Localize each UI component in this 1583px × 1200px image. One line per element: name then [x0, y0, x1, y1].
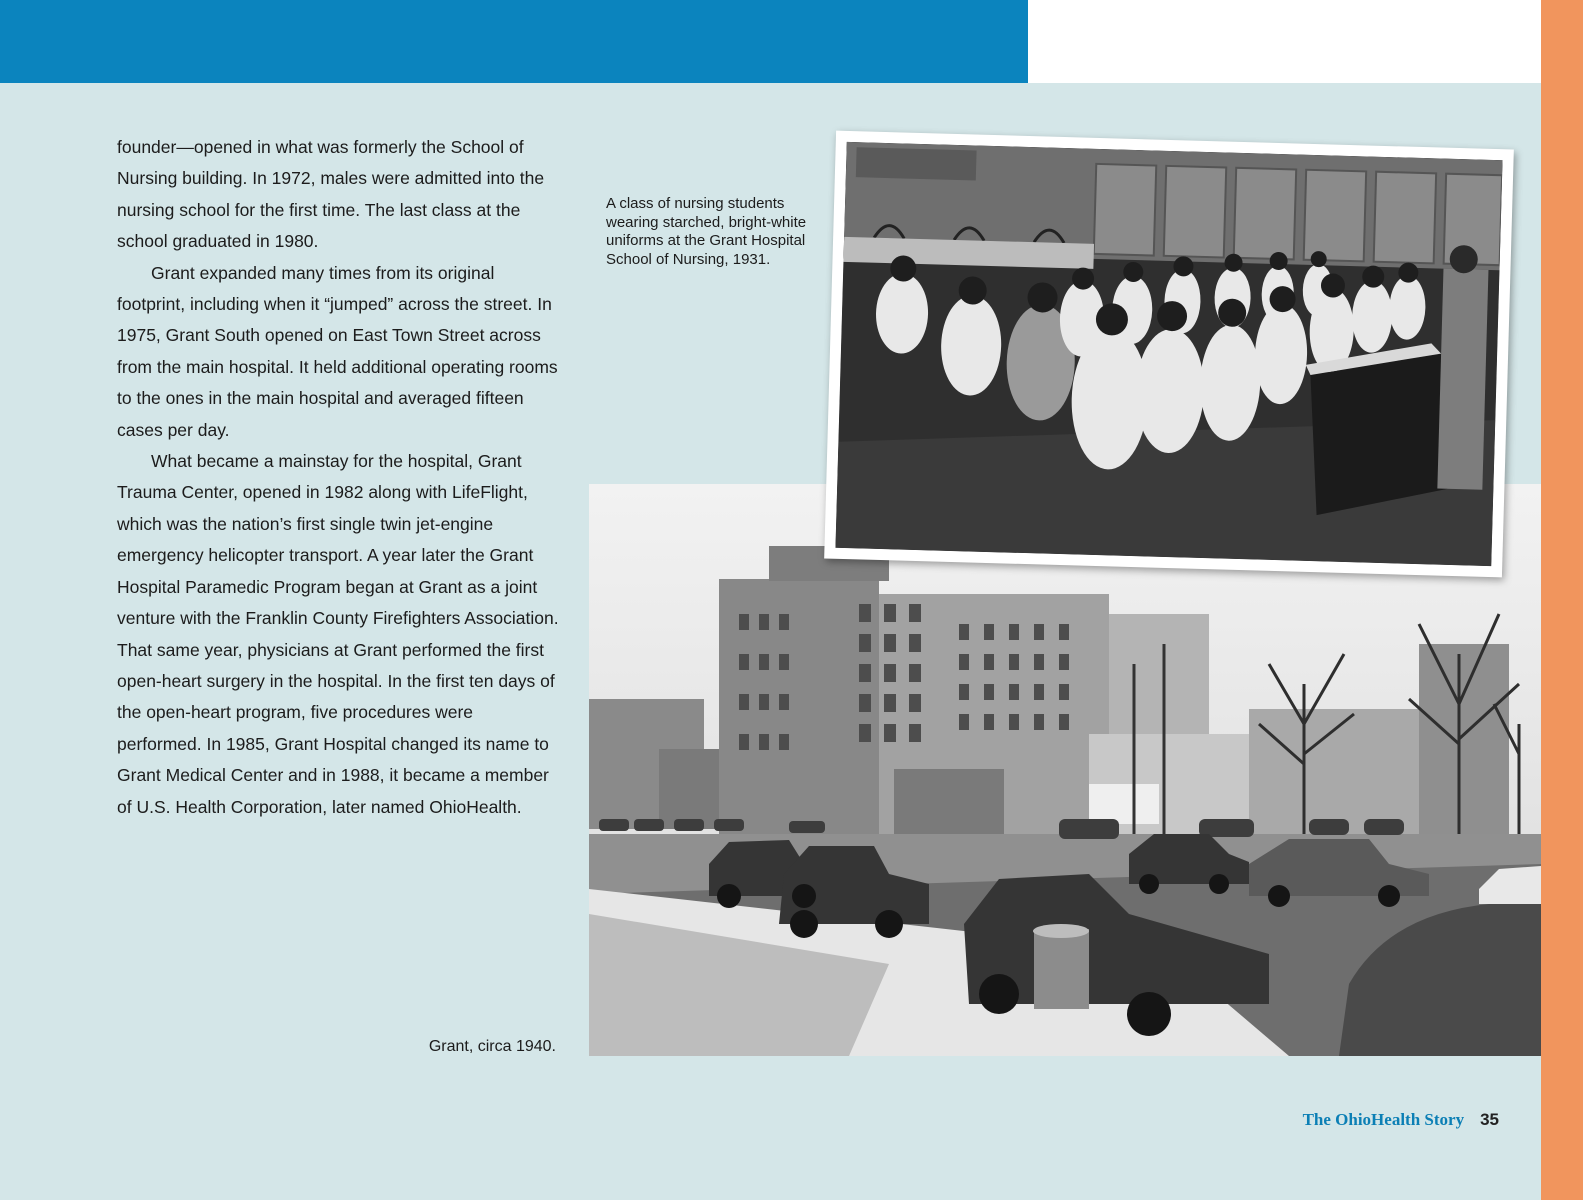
body-paragraph-1: founder—opened in what was formerly the School of Nursing building. In 1972, males were admitted into the nursing school for the first time. The last class at the school graduated in 1980.	[117, 137, 545, 252]
body-text	[117, 132, 562, 823]
nursing-class-photo-image	[835, 142, 1502, 566]
header-white-band	[1028, 0, 1541, 83]
nursing-class-photo	[824, 131, 1514, 578]
page-number: 35	[1480, 1110, 1499, 1129]
page-footer	[1303, 1110, 1499, 1130]
header-blue-band	[0, 0, 1028, 83]
footer-book-title: The OhioHealth Story	[1302, 1110, 1465, 1129]
nursing-photo-caption: A class of nursing students wearing starched, bright-white uniforms at the Grant Hospital School of Nursing, 1931.	[606, 195, 807, 268]
body-paragraph-2: Grant expanded many times from its original footprint, including when it “jumped” across the street. In 1975, Grant South opened on East Town Street across from the main hospital. It held additional operating rooms to the ones in the main hospital and averaged fifteen cases per day.	[117, 262, 558, 440]
street-photo-caption: Grant, circa 1940.	[428, 1038, 556, 1055]
body-paragraph-3: What became a mainstay for the hospital, Grant Trauma Center, opened in 1982 along with LifeFlight, which was the nation’s first single twin jet-engine emergency helicopter transport. A year later the Grant Hospital Paramedic Program began at Grant as a joint venture with the Franklin County Firefighters Association. That same year, physicians at Grant performed the first open-heart surgery in the hospital. In the first ten days of the open-heart program, five procedures were performed. In 1985, Grant Hospital changed its name to Grant Medical Center and in 1988, it became a member of U.S. Health Corporation, later named OhioHealth.	[117, 451, 559, 817]
orange-side-bar	[1541, 0, 1583, 1200]
